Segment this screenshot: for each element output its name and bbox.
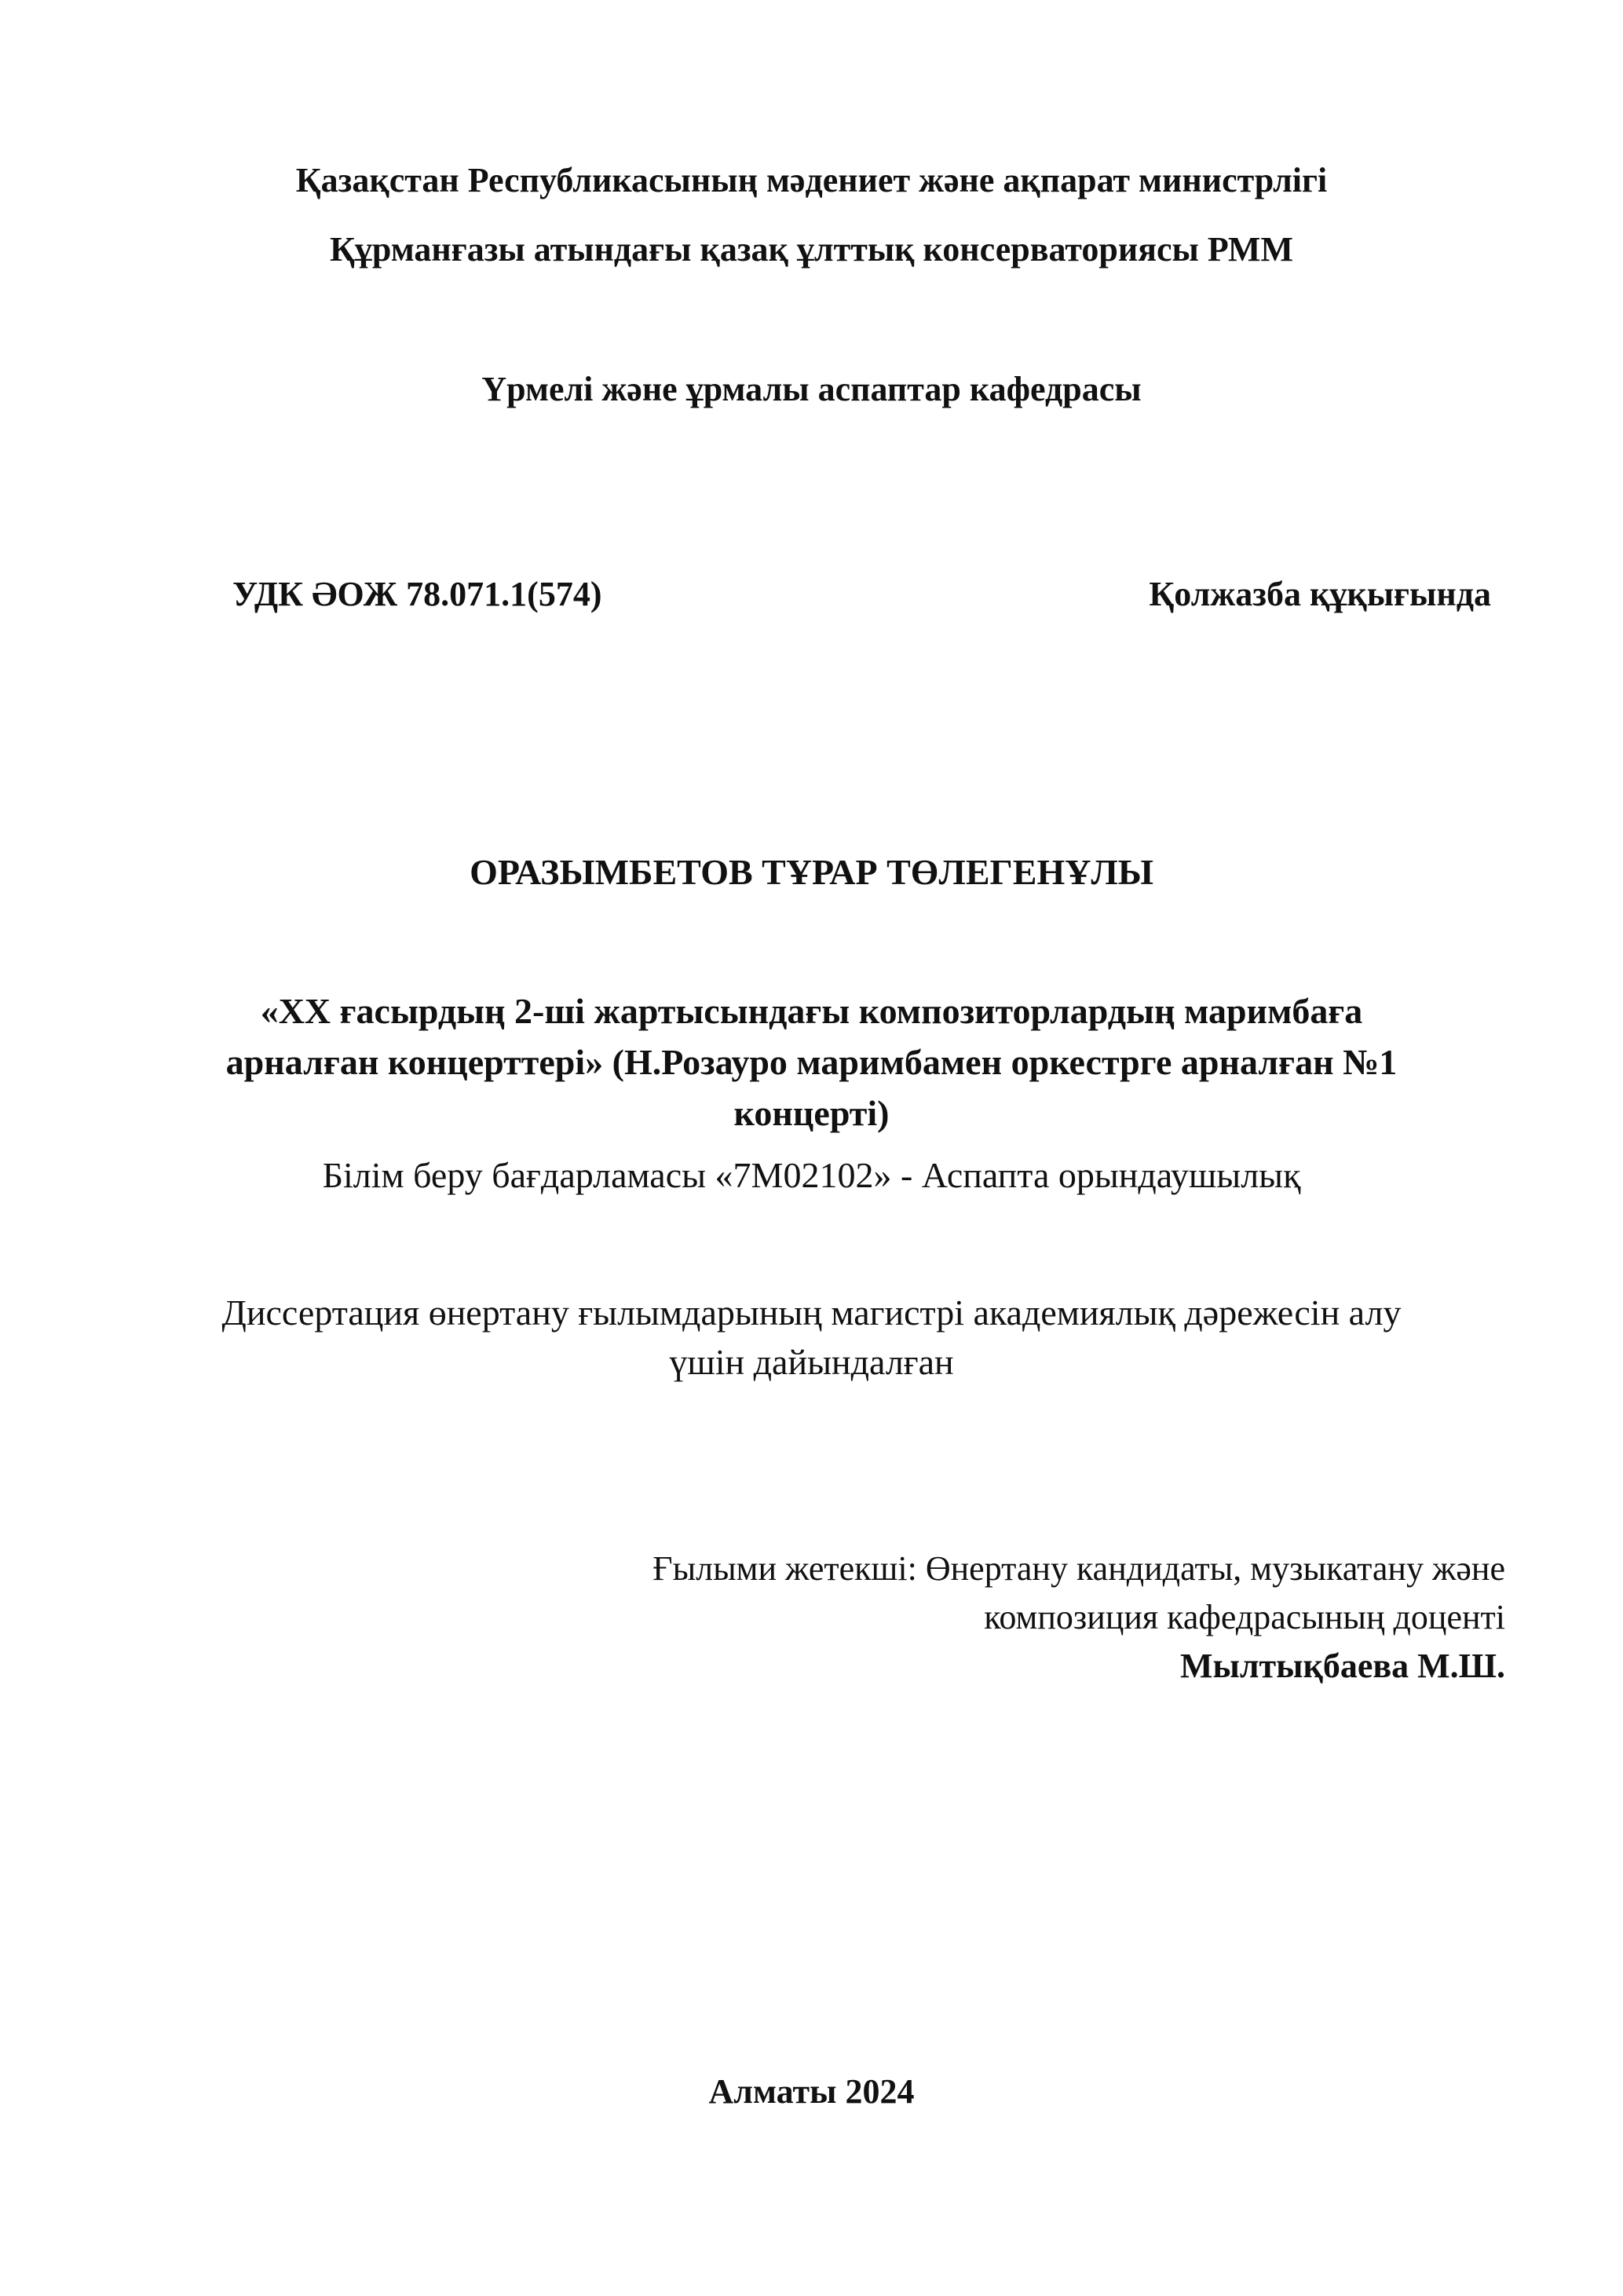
dissertation-purpose-line-1: Диссертация өнертану ғылымдарының магистрі академиялық дәрежесін алу — [221, 1292, 1402, 1333]
supervisor-title-line-2: композиция кафедрасының доценті — [984, 1598, 1505, 1636]
department-heading: Үрмелі және ұрмалы аспаптар кафедрасы — [481, 370, 1142, 408]
conservatory-heading: Құрманғазы атындағы қазақ ұлттық консерваториясы РММ — [330, 230, 1293, 269]
education-program: Білім беру бағдарламасы «7M02102» - Аспапта орындаушылық — [322, 1155, 1301, 1195]
thesis-title-line-2: арналған концерттері» (Н.Розауро маримбамен оркестрге арналған №1 — [225, 1042, 1398, 1082]
thesis-title-line-3: концерті) — [733, 1093, 890, 1133]
supervisor-title-line-1: Ғылыми жетекші: Өнертану кандидаты, музыкатану және — [652, 1549, 1505, 1588]
thesis-title-line-1: «XX ғасырдың 2-ші жартысындағы композиторлардың маримбаға — [260, 991, 1363, 1031]
city-and-year: Алматы 2024 — [708, 2072, 915, 2111]
dissertation-purpose-line-2: үшін дайындалған — [669, 1342, 954, 1382]
udk-code: УДК ӘОЖ 78.071.1(574) — [232, 575, 602, 613]
manuscript-rights: Қолжазба құқығында — [1149, 575, 1491, 613]
supervisor-name: Мылтықбаева М.Ш. — [1179, 1647, 1505, 1685]
ministry-heading: Қазақстан Республикасының мәдениет және ақпарат министрлігі — [295, 161, 1328, 199]
author-name: ОРАЗЫМБЕТОВ ТҰРАР ТӨЛЕГЕНҰЛЫ — [470, 852, 1153, 892]
